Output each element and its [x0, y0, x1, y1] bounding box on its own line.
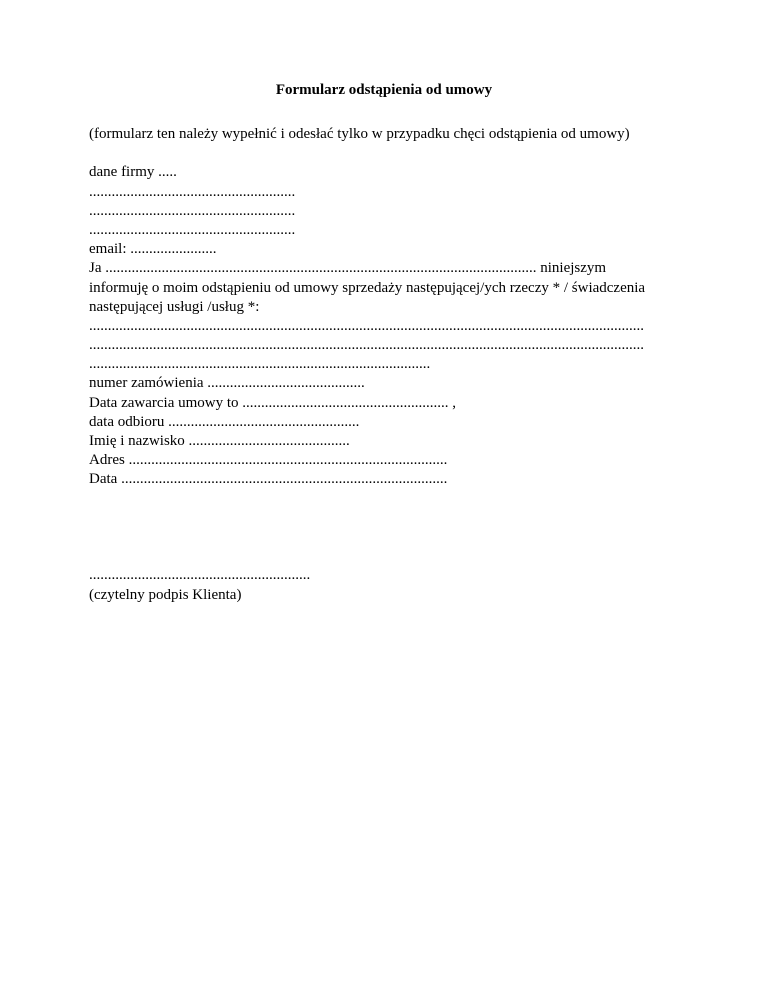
spacer: [89, 490, 689, 548]
field-receipt-date: data odbioru ...................................................: [89, 413, 360, 430]
declaration-line-2: informuję o moim odstąpieniu od umowy sprzedaży następującej/ych rzeczy * / świadczenia: [89, 279, 646, 296]
signature-line: ...........................................................: [89, 567, 311, 584]
field-address: Adres .....................................................................................: [89, 452, 448, 469]
items-line-3: ...........................................................................................: [89, 356, 431, 373]
company-line-2: .......................................................: [89, 202, 296, 219]
signature-caption: (czytelny podpis Klienta): [89, 586, 242, 603]
document-body: [89, 125, 689, 605]
items-line-1: ....................................................................................................................................................: [89, 317, 644, 334]
spacer: [89, 144, 689, 163]
field-full-name: Imię i nazwisko ...........................................: [89, 433, 350, 449]
company-line-3: .......................................................: [89, 221, 296, 238]
company-line-1: .......................................................: [89, 183, 296, 200]
items-line-2: ....................................................................................................................................................: [89, 337, 644, 354]
declaration-line-3: następującej usługi /usług *:: [89, 298, 260, 315]
field-contract-date: Data zawarcia umowy to ....................................................... ,: [89, 394, 457, 411]
field-order-number: numer zamówienia ..........................................: [89, 375, 365, 392]
document-subtitle: (formularz ten należy wypełnić i odesłać tylko w przypadku chęci odstąpienia od umowy): [89, 126, 630, 142]
company-label: dane firmy .....: [89, 164, 177, 181]
document-title: Formularz odstąpienia od umowy: [275, 82, 493, 98]
field-date: Data .......................................................................................: [89, 471, 448, 488]
spacer: [89, 547, 689, 566]
email-line: email: .......................: [89, 241, 217, 258]
declaration-line-1: Ja ................................................................................................................... niniejszym: [89, 260, 607, 277]
